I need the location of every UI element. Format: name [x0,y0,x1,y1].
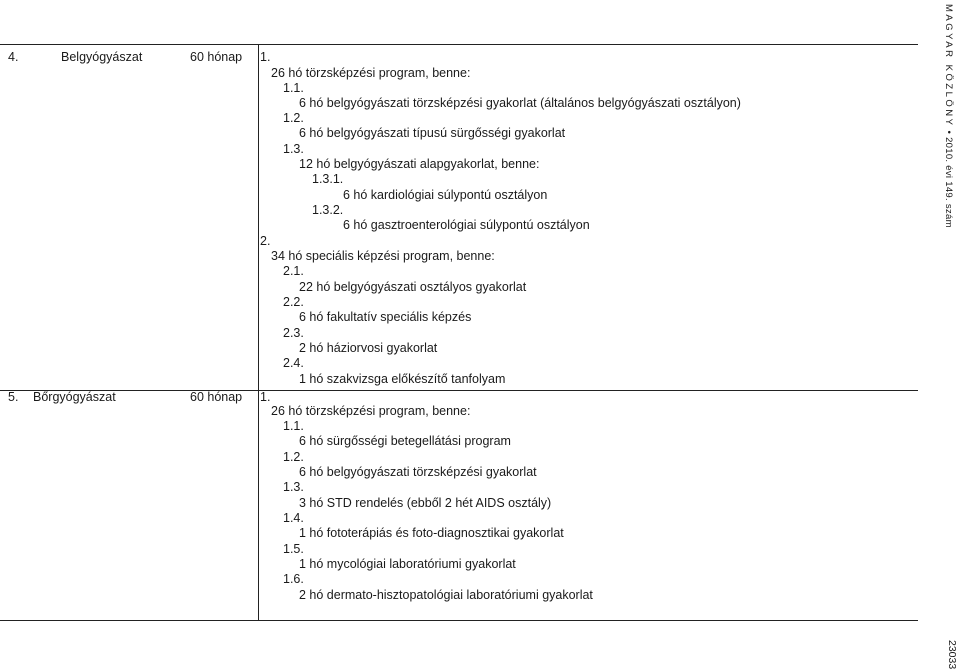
table-bottom-rule [0,620,918,621]
program-item-number: 1.1. [283,419,304,433]
program-item-number: 2.4. [283,356,304,370]
program-item-text: 1 hó szakvizsga előkészítő tanfolyam [299,372,506,386]
issue-label: 2010. évi 149. szám [943,137,954,228]
program-item-number: 1.3. [283,142,304,156]
table-top-rule [0,44,918,45]
program-item-text: 1 hó fototerápiás és foto-diagnosztikai gyakorlat [299,526,564,540]
program-item-number: 1.6. [283,572,304,586]
program-item-text: 22 hó belgyógyászati osztályos gyakorlat [299,280,527,294]
row-divider [0,390,918,391]
program-item-text: 2 hó dermato-hisztopatológiai laboratóriumi gyakorlat [299,588,593,602]
program-item-text: 26 hó törzsképzési program, benne: [271,404,471,418]
row-number: 4. [8,50,19,64]
program-item-text: 6 hó belgyógyászati törzsképzési gyakorlat [299,465,537,479]
program-item-text: 26 hó törzsképzési program, benne: [271,66,471,80]
program-item-number: 1.3.2. [312,203,344,217]
program-item-number: 1.4. [283,511,304,525]
program-item-text: 6 hó belgyógyászati törzsképzési gyakorlat (általános belgyógyászati osztályon) [299,96,741,110]
header-separator: • [943,130,954,135]
specialty-name: Belgyógyászat [61,50,143,64]
training-duration: 60 hónap [190,390,243,404]
running-header-text [943,4,954,228]
program-item-number: 1.3.1. [312,172,344,186]
program-item-text: 34 hó speciális képzési program, benne: [271,249,495,263]
program-item-number: 1.1. [283,81,304,95]
program-item-number: 1.2. [283,111,304,125]
specialty-name: Bőrgyógyászat [33,390,116,404]
program-item-text: 6 hó gasztroenterológiai súlypontú osztályon [343,218,590,232]
program-item-text: 6 hó sürgősségi betegellátási program [299,434,511,448]
program-item-number: 2. [260,234,271,248]
row-number: 5. [8,390,19,404]
program-item-number: 2.2. [283,295,304,309]
program-item-number: 1.2. [283,450,304,464]
program-item-number: 1.3. [283,480,304,494]
program-item-text: 2 hó háziorvosi gyakorlat [299,341,438,355]
program-item-text: 1 hó mycológiai laboratóriumi gyakorlat [299,557,516,571]
program-item-text: 6 hó fakultatív speciális képzés [299,310,472,324]
publication-title: MAGYAR KÖZLÖNY [943,4,954,128]
program-item-number: 2.1. [283,264,304,278]
training-duration: 60 hónap [190,50,243,64]
running-header [938,4,958,228]
program-item-number: 2.3. [283,326,304,340]
program-item-number: 1. [260,50,271,64]
program-item-text: 6 hó kardiológiai súlypontú osztályon [343,188,548,202]
program-item-number: 1.5. [283,542,304,556]
program-item-text: 3 hó STD rendelés (ebből 2 hét AIDS osztály) [299,496,552,510]
page-number: 23033 [946,640,958,670]
program-item-text: 12 hó belgyógyászati alapgyakorlat, benne: [299,157,540,171]
program-item-number: 1. [260,390,271,404]
program-item-text: 6 hó belgyógyászati típusú sürgősségi gyakorlat [299,126,566,140]
column-divider [258,44,259,620]
